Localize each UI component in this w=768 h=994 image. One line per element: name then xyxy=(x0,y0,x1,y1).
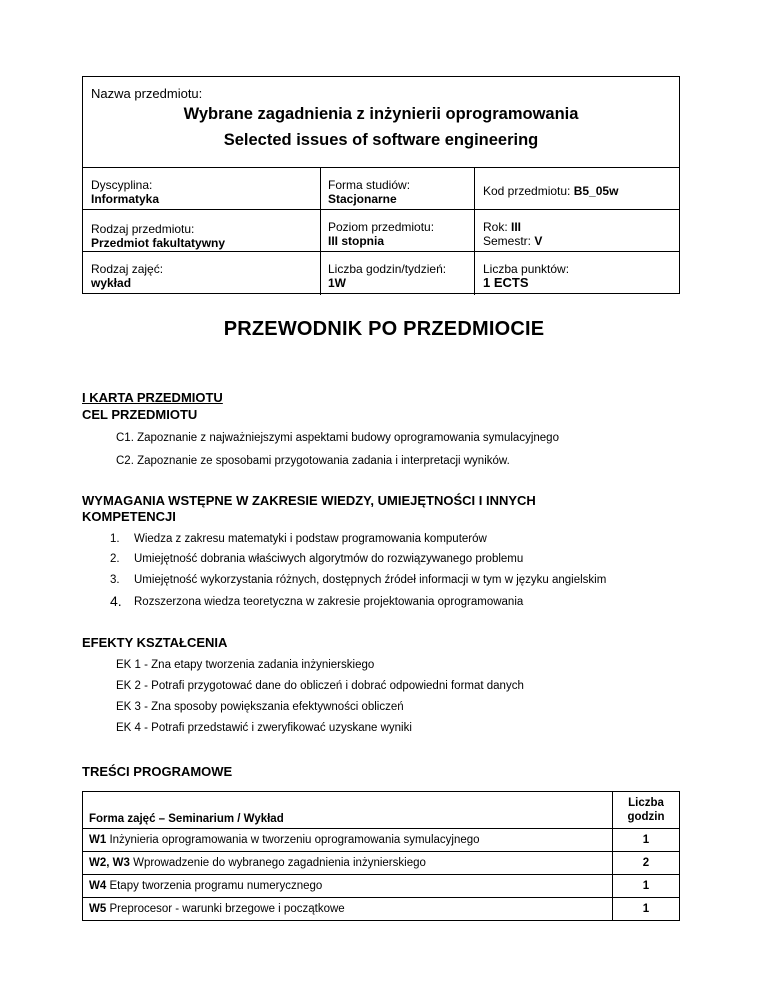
topic-text: Inżynieria oprogramowania w tworzeniu oprogramowania symulacyjnego xyxy=(106,834,480,846)
goal-title: CEL PRZEDMIOTU xyxy=(82,407,198,422)
form-label: Forma studiów: xyxy=(328,178,411,192)
discipline-cell xyxy=(91,178,159,206)
requirement-text: Umiejętność wykorzystania różnych, dostępnych źródeł informacji w tym w języku angielskim xyxy=(134,574,607,586)
points-value: 1 ECTS xyxy=(483,275,529,290)
outcome-item: EK 2 - Potrafi przygotować dane do obliczeń i dobrać odpowiedni format danych xyxy=(116,680,524,692)
topic-cell xyxy=(83,852,613,875)
course-title-en: Selected issues of software engineering xyxy=(223,131,539,149)
classes-label: Rodzaj zajęć: xyxy=(91,262,164,276)
table-row xyxy=(83,852,680,875)
topic-cell xyxy=(83,898,613,921)
requirement-text: Rozszerzona wiedza teoretyczna w zakresie projektowania oprogramowania xyxy=(134,596,524,608)
goal-item: C2. Zapoznanie ze sposobami przygotowania zadania i interpretacji wyników. xyxy=(116,455,510,467)
hours-cell xyxy=(328,262,446,290)
table-header-hours-line1: Liczba xyxy=(628,797,664,809)
classes-value: wykład xyxy=(91,276,132,290)
level-label: Poziom przedmiotu: xyxy=(328,220,435,234)
year-semester-cell xyxy=(483,220,542,248)
requirements-title-line2: KOMPETENCJI xyxy=(82,509,176,524)
course-name-label: Nazwa przedmiotu: xyxy=(91,86,203,101)
outcomes-title: EFEKTY KSZTAŁCENIA xyxy=(82,635,228,650)
points-label: Liczba punktów: xyxy=(483,262,570,276)
requirement-number: 1. xyxy=(110,533,120,545)
hours-cell: 2 xyxy=(613,852,680,875)
discipline-value: Informatyka xyxy=(91,192,160,206)
semester-label: Semestr: xyxy=(483,234,535,248)
outcome-item: EK 4 - Potrafi przedstawić i zweryfikować uzyskane wyniki xyxy=(116,722,412,734)
table-row xyxy=(83,898,680,921)
program-table xyxy=(82,791,680,921)
divider xyxy=(474,167,475,295)
classes-cell xyxy=(91,262,163,290)
type-label: Rodzaj przedmiotu: xyxy=(91,222,195,236)
year-value: III xyxy=(511,220,522,234)
requirement-text: Wiedza z zakresu matematyki i podstaw programowania komputerów xyxy=(134,533,487,545)
hours-value: 1W xyxy=(328,276,346,290)
outcome-item: EK 1 - Zna etapy tworzenia zadania inżynierskiego xyxy=(116,659,375,671)
topic-text: Etapy tworzenia programu numerycznego xyxy=(106,880,323,892)
table-header-form: Forma zajęć – Seminarium / Wykład xyxy=(83,792,613,829)
level-value: III stopnia xyxy=(328,234,385,248)
table-header-hours xyxy=(613,792,680,829)
type-cell xyxy=(91,222,225,250)
goal-item: C1. Zapoznanie z najważniejszymi aspektami budowy oprogramowania symulacyjnego xyxy=(116,432,559,444)
topic-code: W5 xyxy=(89,903,107,915)
hours-cell: 1 xyxy=(613,875,680,898)
course-title-pl: Wybrane zagadnienia z inżynierii oprogramowania xyxy=(183,105,579,123)
type-value: Przedmiot fakultatywny xyxy=(91,236,226,250)
discipline-label: Dyscyplina: xyxy=(91,178,153,192)
hours-cell: 1 xyxy=(613,829,680,852)
form-value: Stacjonarne xyxy=(328,192,397,206)
requirements-title-line1: WYMAGANIA WSTĘPNE W ZAKRESIE WIEDZY, UMIEJĘTNOŚCI I INNYCH xyxy=(82,493,536,508)
divider xyxy=(83,251,679,252)
table-row xyxy=(83,829,680,852)
table-header-row xyxy=(83,792,680,829)
course-header-box xyxy=(82,76,680,294)
table-header-hours-line2: godzin xyxy=(627,811,665,823)
divider xyxy=(83,167,679,168)
code-cell xyxy=(483,184,618,198)
topic-code: W4 xyxy=(89,880,107,892)
outcome-item: EK 3 - Zna sposoby powiększania efektywności obliczeń xyxy=(116,701,404,713)
topic-cell xyxy=(83,875,613,898)
card-title: I KARTA PRZEDMIOTU xyxy=(82,390,223,405)
level-cell xyxy=(328,220,434,248)
topic-text: Wprowadzenie do wybranego zagadnienia inżynierskiego xyxy=(129,857,426,869)
topic-code: W2, W3 xyxy=(89,857,130,869)
hours-label: Liczba godzin/tydzień: xyxy=(328,262,447,276)
requirement-number: 2. xyxy=(110,553,120,565)
hours-cell: 1 xyxy=(613,898,680,921)
semester-value: V xyxy=(534,234,543,248)
divider xyxy=(320,167,321,295)
code-value: B5_05w xyxy=(573,184,619,198)
requirement-text: Umiejętność dobrania właściwych algorytmów do rozwiązywanego problemu xyxy=(134,553,524,565)
guide-title: PRZEWODNIK PO PRZEDMIOCIE xyxy=(223,318,545,340)
topic-text: Preprocesor - warunki brzegowe i początkowe xyxy=(106,903,345,915)
year-label: Rok: xyxy=(483,220,512,234)
points-cell xyxy=(483,262,569,290)
form-cell xyxy=(328,178,410,206)
topic-cell xyxy=(83,829,613,852)
program-title: TREŚCI PROGRAMOWE xyxy=(82,764,233,779)
table-row xyxy=(83,875,680,898)
divider xyxy=(83,209,679,210)
topic-code: W1 xyxy=(89,834,107,846)
requirement-number: 3. xyxy=(110,574,120,586)
code-label: Kod przedmiotu: xyxy=(483,184,574,198)
requirement-number: 4. xyxy=(110,593,122,609)
